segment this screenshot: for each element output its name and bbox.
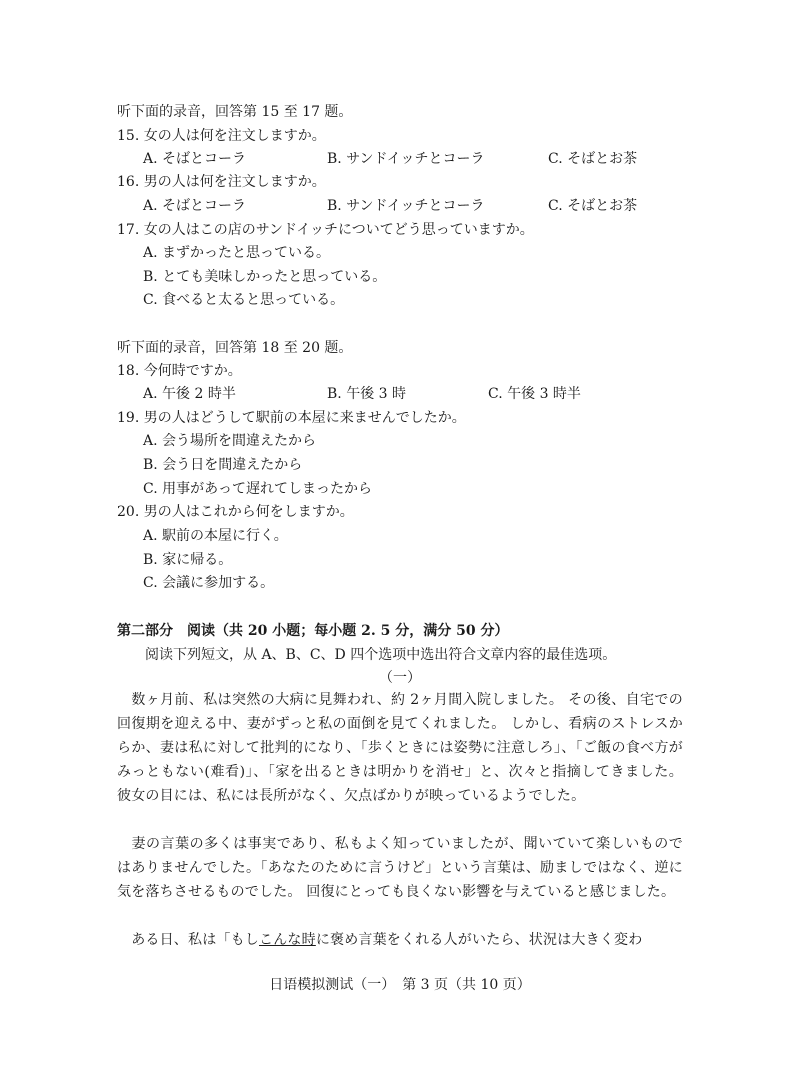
page-footer: 日语模拟测试（一） 第 3 页（共 10 页） — [269, 977, 531, 993]
question-16-option-c: C. そばとお茶 — [548, 198, 638, 214]
question-19-option-b: B. 会う日を間違えたから — [143, 457, 303, 473]
question-18-option-c: C. 午後 3 時半 — [488, 386, 581, 402]
question-16-option-b: B. サンドイッチとコーラ — [327, 198, 485, 214]
reading-instruction: 阅读下列短文，从 A、B、C、D 四个选项中选出符合文章内容的最佳选项。 — [145, 647, 617, 663]
passage-paragraph-3-start: ある日、私は「もし — [117, 932, 259, 948]
question-15-option-a: A. そばとコーラ — [143, 151, 247, 167]
question-19-option-c: C. 用事があって遅れてしまったから — [143, 481, 372, 497]
question-15-stem: 15. 女の人は何を注文しますか。 — [117, 128, 326, 144]
passage-paragraph-1: 数ヶ月前、私は突然の大病に見舞われ、約 2ヶ月間入院しました。 その後、自宅での回復期を迎える中、妻がずっと私の面倒を見てくれました。 しかし、看病のストレスからか、妻は私に対して批判的になり、「歩くときには姿勢に注意しろ」、「ご飯の食べ方がみっともない(难看)」、「家を出るときは明かりを消せ」と、次々と指摘してきました。 彼女の目には、私には長所がなく、欠点ばかりが映っているようでした。 — [117, 692, 683, 804]
question-18-option-b: B. 午後 3 時 — [327, 386, 406, 402]
listening-intro-18-20: 听下面的录音，回答第 18 至 20 题。 — [117, 340, 353, 356]
question-18-option-a: A. 午後 2 時半 — [143, 386, 236, 402]
passage-paragraph-2: 妻の言葉の多くは事実であり、私もよく知っていましたが、聞いていて楽しいものではありませんでした。「あなたのために言うけど」という言葉は、励ましではなく、逆に気を落ちさせるものでした。 回復にとっても良くない影響を与えていると感じました。 — [117, 836, 683, 900]
reading-section-heading: 第二部分 阅读（共 20 小题；每小题 2. 5 分，满分 50 分） — [117, 623, 509, 639]
question-20-stem: 20. 男の人はこれから何をしますか。 — [117, 504, 354, 520]
question-15-option-c: C. そばとお茶 — [548, 151, 638, 167]
question-16-stem: 16. 男の人は何を注文しますか。 — [117, 174, 326, 190]
question-17-option-a: A. まずかったと思っている。 — [143, 245, 331, 261]
passage-number: （一） — [379, 670, 421, 686]
question-19-option-a: A. 会う場所を間違えたから — [143, 433, 317, 449]
passage-paragraph-3 — [117, 928, 683, 952]
underlined-phrase: こんな時 — [259, 932, 316, 948]
question-20-option-c: C. 会議に参加する。 — [143, 575, 275, 591]
question-18-stem: 18. 今何時ですか。 — [117, 363, 242, 379]
question-20-option-b: B. 家に帰る。 — [143, 552, 233, 568]
question-17-option-b: B. とても美味しかったと思っている。 — [143, 269, 387, 285]
passage-paragraph-3-end: に褒め言葉をくれる人がいたら、状況は大きく変わ — [315, 932, 643, 948]
listening-intro-15-17: 听下面的录音，回答第 15 至 17 题。 — [117, 104, 353, 120]
question-15-option-b: B. サンドイッチとコーラ — [327, 151, 485, 167]
question-17-stem: 17. 女の人はこの店のサンドイッチについてどう思っていますか。 — [117, 222, 534, 238]
question-20-option-a: A. 駅前の本屋に行く。 — [143, 528, 288, 544]
question-16-option-a: A. そばとコーラ — [143, 198, 247, 214]
question-19-stem: 19. 男の人はどうして駅前の本屋に来ませんでしたか。 — [117, 410, 466, 426]
question-17-option-c: C. 食べると太ると思っている。 — [143, 292, 345, 308]
